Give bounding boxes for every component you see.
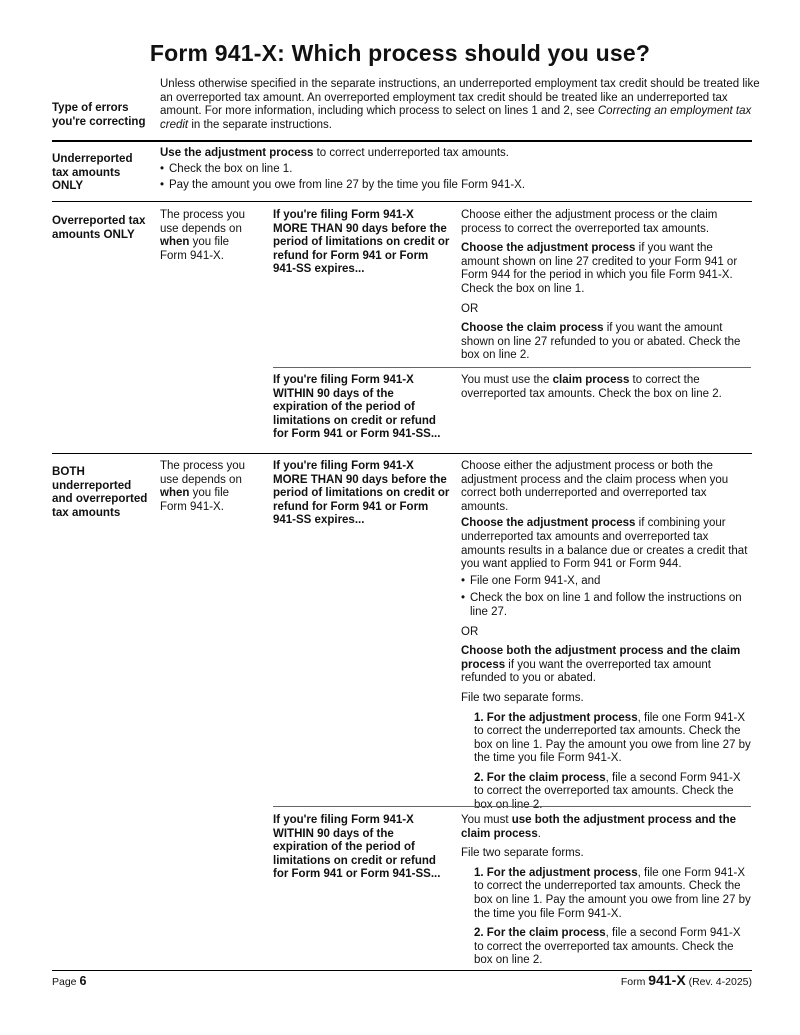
both-case1-answer: Choose either the adjustment process or both the adjustment process and the claim process when you correct both underreported and overreported tax amounts. Choose the adjustment process if combining your underreported tax amounts and overreported tax amounts results in a balance due or creates a credit that you want applied to Form 941 or Form 944. • File one Form 941-X, and • Check the box on line 1 and follow the instructions on line 27. OR Choose both the adjustment process and the claim process if you want the overreported tax amount refunded to you or abated. File two separate forms. 1. For the adjustment process, file one Form 941-X to correct the underreported tax amounts. Check the box on line 1. Pay the amount you owe from line 27 by the time you file Form 941-X. 2. For the claim process, file a second Form 941-X to correct the overreported tax amounts. Check the [461,460,751,819]
overreported-case2-answer: You must use the claim process to correct the overreported tax amounts. Check the box on line 2. [461,374,722,400]
both-case1-item-2: 2. For the claim process, file a second Form 941-X to correct the overreported tax amounts. Check the [474,771,741,798]
both-case1-condition: If you're filing Form 941-X MORE THAN 90 days before the period of limitations on credit or refund for Form 941 or Form 941-SS expires... [273,460,450,527]
overreported-case1-claim-bold: Choose the claim process [461,322,604,335]
header-intro-end: in the separate instructions. [188,118,332,131]
section-divider [52,453,752,454]
both-case2-item-1: 1. For the adjustment process, file one Form 941-X to correct the underreported tax amounts. Check the box on line 1. Pay the amount you owe from line 27 by the time you file Form 941-X. [474,866,751,920]
both-case1-file-two: File two separate forms. [461,691,584,704]
underreported-bullet: • Check the box on line 1. [160,163,750,177]
both-case1-bullet: • File one Form 941-X, and [461,575,751,589]
both-case2-answer: You must use both the adjustment process and the claim process. File two separate forms. 1. For the adjustment process, file one Form 941-X to correct the underreported tax amounts. Check the box on line 1. Pay the amount you owe from line 27 by the time you file Form 941-X. 2. For the claim process, file a second Form 941-X to correct the overreported tax amounts. Check the box on line 2. [461,814,751,967]
page-number: Page 6 [52,974,87,988]
underreported-label: Underreported tax amounts ONLY [52,152,133,193]
type-of-errors-label: Type of errors you're correcting [52,102,146,128]
overreported-case1-intro: Choose either the adjustment process or the claim process to correct the overreported tax amounts. [461,209,718,235]
overreported-process-note: The process you use depends on when you file Form 941-X. [160,209,246,262]
both-case1-item-1: 1. For the adjustment process, file one Form 941-X to correct the underreported tax amounts. Check the box on line 1. Pay the amount you owe from line 27 by the time you file Form 941-X. [474,711,751,765]
both-case1-intro: Choose either the adjustment process or both the adjustment process and the claim process when you correct both underreported and overreported tax amounts. [461,460,729,513]
footer-divider [52,970,752,971]
overreported-case1-claim-rest: if you want the amount shown on line 27 refunded to you or abated. Check the box on line 2. [461,322,741,362]
both-case1-bullet: • Check the box on line 1 and follow the instructions on line 27. [461,592,751,619]
both-case2-file-two: File two separate forms. [461,847,584,860]
underreported-content [160,147,750,197]
section-divider [52,201,752,202]
both-case2-item-2: 2. For the claim process, file a second Form 941-X to correct the overreported tax amounts. Check the box on line 2. [474,927,741,967]
subcase-divider [273,367,751,368]
overreported-label: Overreported tax amounts ONLY [52,214,146,241]
header-intro-italic: Correcting an employment tax credit [160,105,752,131]
underreported-bullet: • Pay the amount you owe from line 27 by the time you file Form 941-X. [160,179,750,193]
underreported-lead-rest: to correct underreported tax amounts. [313,147,509,159]
header-intro-text: Unless otherwise specified in the separate instructions, an underreported employment tax credit should be treated like an overreported tax amount. An overreported employment tax credit should be treated like an underreported tax amount. For more information, including which process to select on lines 1 and 2, see [160,78,760,118]
header-intro [160,78,760,132]
both-label: BOTH underreported and overreported tax amounts [52,465,148,519]
overreported-case1-adj-bold: Choose the adjustment process [461,242,636,255]
overreported-case1-answer [461,209,751,369]
page-title: Form 941-X: Which process should you use? [149,40,651,66]
header-divider [52,140,752,142]
both-case1-or: OR [461,625,479,638]
underreported-lead-bold: Use the adjustment process [160,147,314,159]
overreported-case2-condition: If you're filing Form 941-X WITHIN 90 days of the expiration of the period of limitations on credit or refund for Form 941 or Form 941-SS... [273,374,441,441]
both-case2-condition: If you're filing Form 941-X WITHIN 90 days of the expiration of the period of limitations on credit or refund for Form 941 or Form 941-SS... [273,814,441,881]
overreported-case1-adj-rest: if you want the amount shown on line 27 credited to your Form 941 or Form 944 for the period in which you file Form 941-X. Check the box on line 1. [461,242,738,295]
overreported-case1-or: OR [461,302,479,315]
form-revision: Form 941-X (Rev. 4-2025) [620,972,752,988]
overreported-case1-condition: If you're filing Form 941-X MORE THAN 90 days before the period of limitations on credit or refund for Form 941 or Form 941-SS expires... [273,209,450,276]
subcase-divider [273,806,751,807]
both-process-note: The process you use depends on when you file Form 941-X. [160,460,246,513]
